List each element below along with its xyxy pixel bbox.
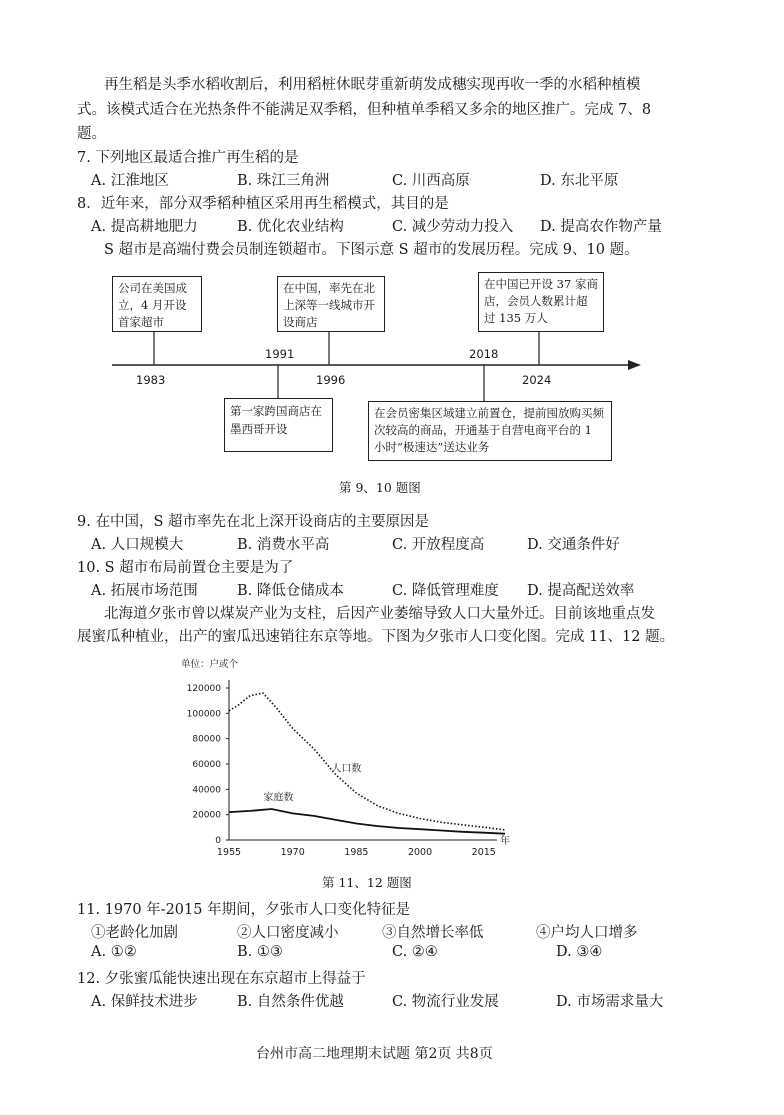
x-tick-label: 2000 xyxy=(407,847,433,858)
timeline-box-2018: 在会员密集区域建立前置仓，提前囤放购买频次较高的商品，开通基于自营电商平台的 1 小时“极速达”送达业务 xyxy=(368,401,612,461)
q10-option-d[interactable]: D. 提高配送效率 xyxy=(527,583,635,599)
y-tick-label: 20000 xyxy=(192,810,221,821)
q8-option-a[interactable]: A. 提高耕地肥力 xyxy=(91,219,198,235)
x-tick-label: 1970 xyxy=(280,847,305,858)
y-tick-label: 40000 xyxy=(192,785,221,796)
q11-item-2: ②人口密度减小 xyxy=(237,925,339,941)
question-10-stem: 10. S 超市布局前置仓主要是为了 xyxy=(77,560,294,576)
series-label-households: 家庭数 xyxy=(263,792,294,804)
q9-option-a[interactable]: A. 人口规模大 xyxy=(91,537,184,553)
timeline-arrow-icon xyxy=(628,360,641,370)
year-label-1996: 1996 xyxy=(316,373,346,387)
passage-line: 式。该模式适合在光热条件不能满足双季稻，但种植单季稻又多余的地区推广。完成 7、8 xyxy=(77,102,652,118)
q11-item-4: ④户均人口增多 xyxy=(536,925,638,941)
year-label-1991: 1991 xyxy=(265,347,295,361)
q8-option-d[interactable]: D. 提高农作物产量 xyxy=(540,219,662,235)
timeline-caption: 第 9、10 题图 xyxy=(339,480,421,495)
series-label-population: 人口数 xyxy=(331,763,362,775)
passage-line: 北海道夕张市曾以煤炭产业为支柱，后因产业萎缩导致人口大量外迁。目前该地重点发 xyxy=(104,606,655,622)
timeline-box-2024: 在中国已开设 37 家商店，会员人数累计超过 135 万人 xyxy=(478,272,604,332)
q9-option-d[interactable]: D. 交通条件好 xyxy=(527,537,620,553)
q8-option-c[interactable]: C. 减少劳动力投入 xyxy=(392,219,514,235)
passage-line: 题。 xyxy=(77,126,106,142)
q12-option-b[interactable]: B. 自然条件优越 xyxy=(237,994,344,1010)
year-label-2024: 2024 xyxy=(522,373,552,387)
q7-option-b[interactable]: B. 珠江三角洲 xyxy=(237,173,330,189)
q11-option-b[interactable]: B. ①③ xyxy=(237,944,283,960)
timeline-box-1983: 公司在美国成立，4 月开设首家超市 xyxy=(112,276,202,332)
chart-ylabel: 单位：户或个 xyxy=(181,659,239,670)
passage-9-10: S 超市是高端付费会员制连锁超市。下图示意 S 超市的发展历程。完成 9、10 题。 xyxy=(104,242,639,258)
q11-item-3: ③自然增长率低 xyxy=(382,925,484,941)
q9-option-b[interactable]: B. 消费水平高 xyxy=(237,537,330,553)
question-11-stem: 11. 1970 年-2015 年期间，夕张市人口变化特征是 xyxy=(77,902,411,918)
question-7-stem: 7. 下列地区最适合推广再生稻的是 xyxy=(77,150,299,166)
q9-option-c[interactable]: C. 开放程度高 xyxy=(392,537,485,553)
timeline-box-1991: 第一家跨国商店在墨西哥开设 xyxy=(224,398,333,452)
q7-option-d[interactable]: D. 东北平原 xyxy=(540,173,619,189)
question-12-stem: 12. 夕张蜜瓜能快速出现在东京超市上得益于 xyxy=(77,971,366,987)
x-tick-label: 1985 xyxy=(344,847,369,858)
year-label-2018: 2018 xyxy=(469,347,499,361)
q7-option-a[interactable]: A. 江淮地区 xyxy=(91,173,169,189)
year-label-1983: 1983 xyxy=(136,373,166,387)
q11-option-a[interactable]: A. ①② xyxy=(91,944,137,960)
q10-option-c[interactable]: C. 降低管理难度 xyxy=(392,583,499,599)
q11-item-1: ①老龄化加剧 xyxy=(91,925,178,941)
q7-option-c[interactable]: C. 川西高原 xyxy=(392,173,470,189)
q10-option-a[interactable]: A. 拓展市场范围 xyxy=(91,583,198,599)
q12-option-c[interactable]: C. 物流行业发展 xyxy=(392,994,499,1010)
x-tick-label: 2015 xyxy=(471,847,496,858)
passage-line: 展蜜瓜种植业，出产的蜜瓜迅速销往东京等地。下图为夕张市人口变化图。完成 11、12 题。 xyxy=(77,629,675,645)
timeline-box-1996: 在中国，率先在北上深等一线城市开设商店 xyxy=(277,276,385,332)
y-tick-label: 100000 xyxy=(186,709,221,720)
y-tick-label: 0 xyxy=(215,836,221,846)
chart-xlabel: 年 xyxy=(500,836,510,847)
q8-option-b[interactable]: B. 优化农业结构 xyxy=(237,219,344,235)
passage-line: 再生稻是头季水稻收割后，利用稻桩休眠芽重新萌发成穗实现再收一季的水稻种植模 xyxy=(104,77,641,93)
population-chart xyxy=(0,655,784,885)
q12-option-d[interactable]: D. 市场需求量大 xyxy=(556,994,664,1010)
x-tick-label: 1955 xyxy=(216,847,242,858)
question-8-stem: 8．近年来，部分双季稻种植区采用再生稻模式，其目的是 xyxy=(77,196,449,212)
q12-option-a[interactable]: A. 保鲜技术进步 xyxy=(91,994,198,1010)
q11-option-d[interactable]: D. ③④ xyxy=(556,944,603,960)
q11-option-c[interactable]: C. ②④ xyxy=(392,944,438,960)
y-tick-label: 60000 xyxy=(192,760,221,770)
series-line-households xyxy=(229,809,505,834)
page-footer: 台州市高二地理期末试题 第2页 共8页 xyxy=(256,1046,493,1062)
y-tick-label: 80000 xyxy=(192,734,221,745)
chart-caption: 第 11、12 题图 xyxy=(322,875,412,890)
q10-option-b[interactable]: B. 降低仓储成本 xyxy=(237,583,344,599)
question-9-stem: 9. 在中国，S 超市率先在北上深开设商店的主要原因是 xyxy=(77,514,429,530)
y-tick-label: 120000 xyxy=(186,684,221,694)
